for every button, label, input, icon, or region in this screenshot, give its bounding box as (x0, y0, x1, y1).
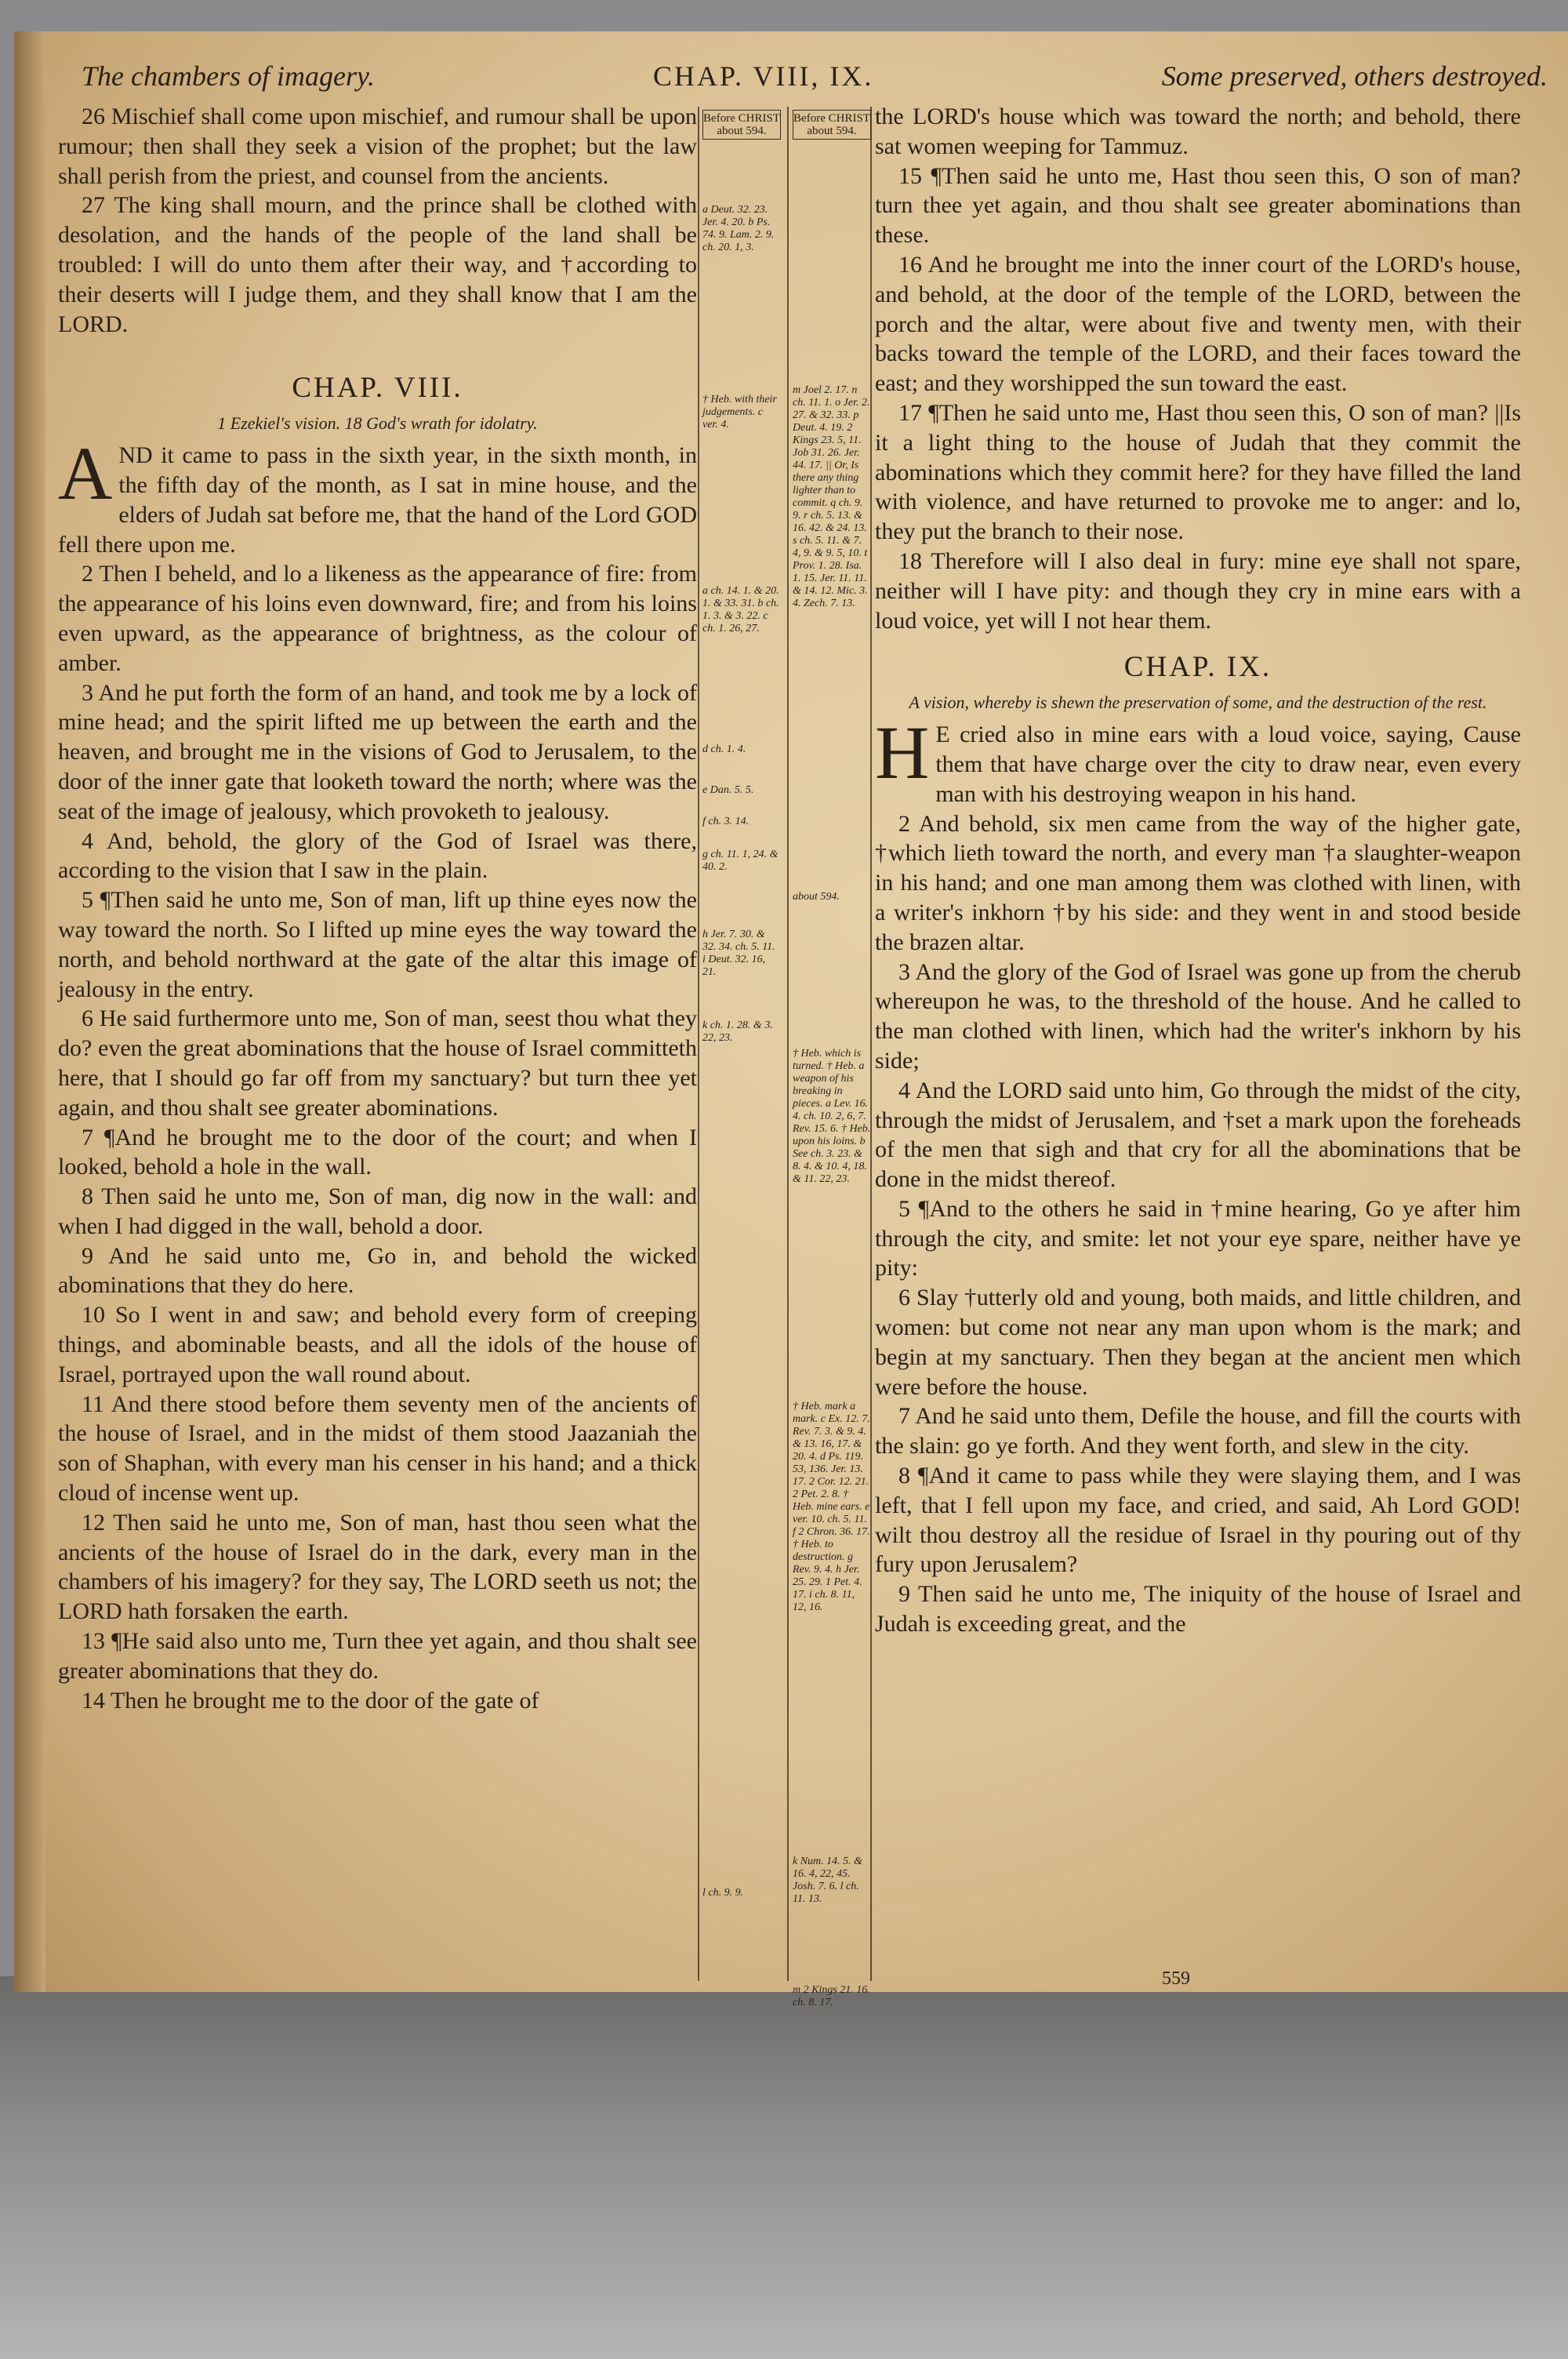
verse: 3 And the glory of the God of Israel was gone up from the cherub whereupon he was, to the threshold of the house. And he called to the man clothed with linen, which had the writer's inkhorn by his side; (875, 958, 1521, 1074)
margin-note: a ch. 14. 1. & 20. 1. & 33. 31. b ch. 1. 3. & 3. 22. c ch. 1. 26, 27. (702, 585, 779, 634)
margin-note: m 2 Kings 21. 16. ch. 8. 17. (793, 1984, 870, 2008)
verse: 4 And, behold, the glory of the God of Israel was there, according to the vision that I saw in the plain. (58, 827, 697, 884)
verse: 13 ¶He said also unto me, Turn thee yet again, and thou shalt see greater abominations that they do. (58, 1628, 697, 1684)
margin-note: about 594. (793, 891, 840, 903)
margin-note: e Dan. 5. 5. (702, 784, 754, 796)
verse: 7 ¶And he brought me to the door of the court; and when I looked, behold a hole in the wall. (58, 1124, 697, 1180)
opening-verse-text: ND it came to pass in the sixth year, in the sixth month, in the fifth day of the month, as I sat in mine house, and the elders of Judah sat before me, that the hand of the Lord GOD fell there upon me. (58, 442, 697, 558)
verse: 18 Therefore will I also deal in fury: mine eye shall not spare, neither will I have pity: and though they cry in mine ears with a loud voice, yet will I not hear them. (875, 547, 1521, 634)
verse: 11 And there stood before them seventy men of the ancients of the house of Israel, and in the midst of them stood Jaazaniah the son of Shaphan, with every man his censer in his hand; and a thick cloud of incense went up. (58, 1390, 697, 1507)
margin-note: f ch. 3. 14. (702, 816, 750, 827)
verse: 15 ¶Then said he unto me, Hast thou seen this, O son of man? turn thee yet again, and thou shalt see greater abominations than these. (875, 162, 1521, 249)
margin-note: k ch. 1. 28. & 3. 22, 23. (702, 1020, 773, 1044)
verse: 27 The king shall mourn, and the prince shall be clothed with desolation, and the hands of the people of the land shall be troubled: I will do unto them after their way, and †according to their deserts will I judge them, and they shall know that I am the LORD. (58, 192, 697, 337)
verse: 9 And he said unto me, Go in, and behold the wicked abominations that they do here. (58, 1242, 697, 1299)
margin-note: g ch. 11. 1, 24. & 40. 2. (702, 849, 779, 873)
verse: 17 ¶Then he said unto me, Hast thou seen this, O son of man? ||Is it a light thing to the house of Judah that they commit the abominations which they commit here? for they have filled the land with violence, and have returned to provoke me to anger: and lo, they put the branch to their nose. (875, 399, 1521, 545)
margin-note: † Heb. with their judgements. c ver. 4. (702, 394, 777, 431)
bible-page (14, 31, 1568, 2008)
chapter-title: CHAP. IX. (1123, 651, 1272, 684)
column-rule (787, 107, 789, 1981)
verse: 8 ¶And it came to pass while they were slaying them, and I was left, that I fell upon my face, and cried, and said, Ah Lord GOD! wilt thou destroy all the residue of Israel in thy pouring out of thy fury upon Jerusalem? (875, 1463, 1521, 1578)
margin-note: † Heb. mark a mark. c Ex. 12. 7. Rev. 7. 3. & 9. 4. & 13. 16, 17. & 20. 4. d Ps. 119. 53, 136. Jer. 13. 17. 2 Cor. 12. 21. 2 Pet. 2. 8. † Heb. mine ears. e ver. 10. ch. 5. 11. f 2 Chron. 36. 17. † Heb. to destruction. g Rev. 9. 4. h Jer. 25. 29. 1 Pet. 4. 17. i ch. 8. 11, 12, 16. (793, 1401, 870, 1613)
chapter-summary: A vision, whereby is shewn the preservation of some, and the destruction of the rest. (909, 692, 1487, 713)
right-text-column (875, 102, 1521, 1639)
verse: 6 Slay †utterly old and young, both maids, and little children, and women: but come not near any man upon whom is the mark; and begin at my sanctuary. Then they began at the ancient men which were before the house. (875, 1285, 1521, 1400)
verse: 12 Then said he unto me, Son of man, hast thou seen what the ancients of the house of Israel do in the dark, every man in the chambers of his imagery? for they say, The LORD seeth us not; the LORD hath forsaken the earth. (58, 1509, 697, 1625)
drop-capital: A (58, 431, 113, 516)
margin-note: k Num. 14. 5. & 16. 4, 22, 45. Josh. 7. 6. l ch. 11. 13. (793, 1856, 863, 1905)
verse: 5 ¶Then said he unto me, Son of man, lift up thine eyes now the way toward the north. So I lifted up mine eyes the way toward the north, and behold northward at the gate of the altar this image of jealousy in the entry. (58, 887, 697, 1002)
opening-verse (875, 711, 1521, 809)
margin-note: l ch. 9. 9. (702, 1887, 744, 1899)
left-margin-references (702, 110, 781, 1899)
running-head-left: The chambers of imagery. (82, 60, 375, 92)
running-head-chapter: CHAP. VIII, IX. (653, 60, 874, 92)
margin-date-heading: Before CHRIST about 594. (702, 110, 781, 140)
drop-capital: H (875, 711, 930, 795)
page-number: 559 (1162, 1968, 1190, 1989)
column-rule (698, 107, 699, 1981)
margin-note: a Deut. 32. 23. Jer. 4. 20. b Ps. 74. 9. Lam. 2. 9. ch. 20. 1, 3. (702, 204, 775, 253)
margin-date-heading: Before CHRIST about 594. (793, 110, 871, 140)
left-text-column (58, 102, 697, 1715)
chapter-title: CHAP. VIII. (292, 372, 463, 405)
verse: 2 And behold, six men came from the way of the higher gate, †which lieth toward the north, and every man †a slaughter-weapon in his hand; and one man among them was clothed with linen, with a writer's inkhorn †by his side: and they went in and stood beside the brazen altar. (875, 810, 1521, 955)
page-binding-edge (14, 31, 45, 1992)
verse: 26 Mischief shall come upon mischief, and rumour shall be upon rumour; then shall they seek a vision of the prophet; but the law shall perish from the priest, and counsel from the ancients. (58, 104, 697, 189)
right-margin-references (793, 110, 871, 2008)
verse: 3 And he put forth the form of an hand, and took me by a lock of mine head; and the spirit lifted me up between the earth and the heaven, and brought me in the visions of God to Jerusalem, to the door of the inner gate that looketh toward the north; where was the seat of the image of jealousy, which provoketh to jealousy. (58, 679, 697, 824)
verse: 6 He said furthermore unto me, Son of man, seest thou what they do? even the great abominations that the house of Israel committeth here, that I should go far off from my sanctuary? but turn thee yet again, and thou shalt see greater abominations. (58, 1005, 697, 1121)
verse: 16 And he brought me into the inner court of the LORD's house, and behold, at the door of the temple of the LORD, between the porch and the altar, were about five and twenty men, with their backs toward the temple of the LORD, and their faces toward the east; and they worshipped the sun toward the east. (875, 251, 1521, 397)
verse: 8 Then said he unto me, Son of man, dig now in the wall: and when I had digged in the wall, behold a door. (58, 1183, 697, 1239)
opening-verse (58, 431, 697, 559)
verse: 10 So I went in and saw; and behold every form of creeping things, and abominable beasts, and all the idols of the house of Israel, portrayed upon the wall round about. (58, 1302, 697, 1387)
margin-note: m Joel 2. 17. n ch. 11. 1. o Jer. 2. 27. & 32. 33. p Deut. 4. 19. 2 Kings 23. 5, 11. Job 31. 26. Jer. 44. 17. || Or, Is there any thing lighter than to commit. q ch. 9. 9. r ch. 5. 13. & 16. 42. & 24. 13. s ch. 5. 11. & 7. 4, 9. & 9. 5, 10. t Prov. 1. 28. Isa. 1. 15. Jer. 11. 11. & 14. 12. Mic. 3. 4. Zech. 7. 13. (793, 384, 870, 609)
verse-continuation: the LORD's house which was toward the north; and behold, there sat women weeping for Tammuz. (875, 104, 1521, 159)
verse: 2 Then I beheld, and lo a likeness as the appearance of fire: from the appearance of his loins even downward, fire; and from his loins even upward, as the appearance of brightness, as the colour of amber. (58, 561, 697, 676)
running-head-right: Some preserved, others destroyed. (1161, 60, 1548, 92)
verse: 14 Then he brought me to the door of the gate of (82, 1687, 539, 1714)
margin-note: h Jer. 7. 30. & 32. 34. ch. 5. 11. i Deut. 32. 16, 21. (702, 929, 775, 978)
verse: 4 And the LORD said unto him, Go through the midst of the city, through the midst of Jerusalem, and †set a mark upon the foreheads of the men that sigh and that cry for all the abominations that be done in the midst thereof. (875, 1077, 1521, 1193)
margin-note: † Heb. which is turned. † Heb. a weapon of his breaking in pieces. a Lev. 16. 4. ch. 10. 2, 6, 7. Rev. 15. 6. † Heb. upon his loins. b See ch. 3. 23. & 8. 4. & 10. 4, 18. & 11. 22, 23. (793, 1048, 871, 1185)
margin-note: d ch. 1. 4. (702, 743, 746, 755)
verse: 9 Then said he unto me, The iniquity of the house of Israel and Judah is exceeding great, and the (875, 1581, 1521, 1637)
opening-verse-text: E cried also in mine ears with a loud voice, saying, Cause them that have charge over the city to draw near, even every man with his destroying weapon in his hand. (935, 722, 1521, 807)
chapter-summary: 1 Ezekiel's vision. 18 God's wrath for idolatry. (217, 413, 538, 434)
verse: 7 And he said unto them, Defile the house, and fill the courts with the slain: go ye forth. And they went forth, and slew in the city. (875, 1403, 1521, 1459)
verse: 5 ¶And to the others he said in †mine hearing, Go ye after him through the city, and smite: let not your eye spare, neither have ye pity: (875, 1195, 1521, 1281)
desk-background (0, 1976, 1568, 2359)
